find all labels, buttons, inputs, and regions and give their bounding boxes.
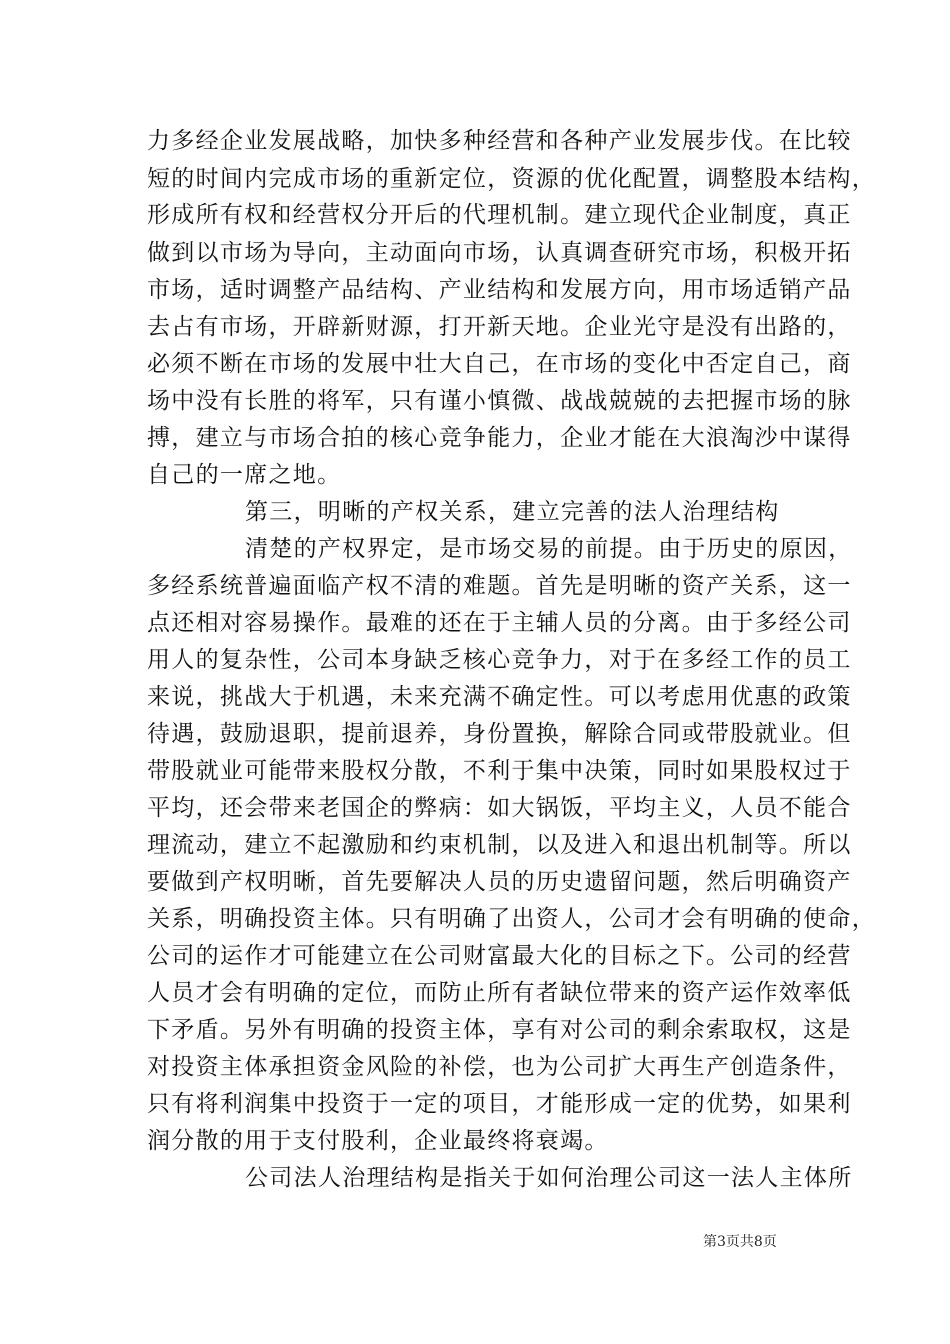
body-line-6: 去占有市场，开辟新财源，打开新天地。企业光守是没有出路的， [147, 314, 852, 340]
page-number-footer: 第3页共8页 [703, 1234, 777, 1250]
body-line-9: 搏，建立与市场合拍的核心竞争能力，企业才能在大浪淘沙中谋得 [147, 425, 852, 451]
body-line-16: 来说，挑战大于机遇，未来充满不确定性。可以考虑用优惠的政策 [147, 684, 852, 710]
body-line-21: 要做到产权明晰，首先要解决人员的历史遗留问题，然后明确资产 [147, 869, 852, 895]
body-line-13: 多经系统普遍面临产权不清的难题。首先是明晰的资产关系，这一 [147, 573, 852, 599]
body-line-23: 公司的运作才可能建立在公司财富最大化的目标之下。公司的经营 [147, 943, 852, 969]
body-line-18: 带股就业可能带来股权分散，不利于集中决策，同时如果股权过于 [147, 758, 852, 784]
section-heading: 第三，明晰的产权关系，建立完善的法人治理结构 [245, 499, 780, 525]
body-line-15: 用人的复杂性，公司本身缺乏核心竞争力，对于在多经工作的员工 [147, 647, 852, 673]
body-line-3: 形成所有权和经营权分开后的代理机制。建立现代企业制度，真正 [147, 202, 852, 228]
body-line-5: 市场，适时调整产品结构、产业结构和发展方向，用市场适销产品 [147, 277, 852, 303]
body-line-26: 对投资主体承担资金风险的补偿，也为公司扩大再生产创造条件， [147, 1054, 852, 1080]
body-line-29: 公司法人治理结构是指关于如何治理公司这一法人主体所 [245, 1165, 853, 1191]
body-line-8: 场中没有长胜的将军，只有谨小慎微、战战兢兢的去把握市场的脉 [147, 388, 852, 414]
body-line-25: 下矛盾。另外有明确的投资主体，享有对公司的剩余索取权，这是 [147, 1017, 852, 1043]
body-line-20: 理流动，建立不起激励和约束机制，以及进入和退出机制等。所以 [147, 832, 852, 858]
body-line-7: 必须不断在市场的发展中壮大自己，在市场的变化中否定自己，商 [147, 351, 852, 377]
body-line-22: 关系，明确投资主体。只有明确了出资人，公司才会有明确的使命， [147, 906, 876, 932]
body-line-24: 人员才会有明确的定位，而防止所有者缺位带来的资产运作效率低 [147, 980, 852, 1006]
body-line-28: 润分散的用于支付股利，企业最终将衰竭。 [147, 1128, 609, 1154]
body-line-4: 做到以市场为导向，主动面向市场，认真调查研究市场，积极开拓 [147, 240, 852, 266]
body-line-2: 短的时间内完成市场的重新定位，资源的优化配置，调整股本结构， [147, 166, 876, 192]
body-line-1: 力多经企业发展战略，加快多种经营和各种产业发展步伐。在比较 [147, 128, 852, 154]
body-line-19: 平均，还会带来老国企的弊病：如大锅饭，平均主义，人员不能合 [147, 795, 852, 821]
body-line-17: 待遇，鼓励退职，提前退养，身份置换，解除合同或带股就业。但 [147, 721, 852, 747]
body-line-10: 自己的一席之地。 [147, 462, 342, 488]
body-line-14: 点还相对容易操作。最难的还在于主辅人员的分离。由于多经公司 [147, 610, 852, 636]
body-line-12: 清楚的产权界定，是市场交易的前提。由于历史的原因， [245, 536, 853, 562]
body-line-27: 只有将利润集中投资于一定的项目，才能形成一定的优势，如果利 [147, 1091, 852, 1117]
